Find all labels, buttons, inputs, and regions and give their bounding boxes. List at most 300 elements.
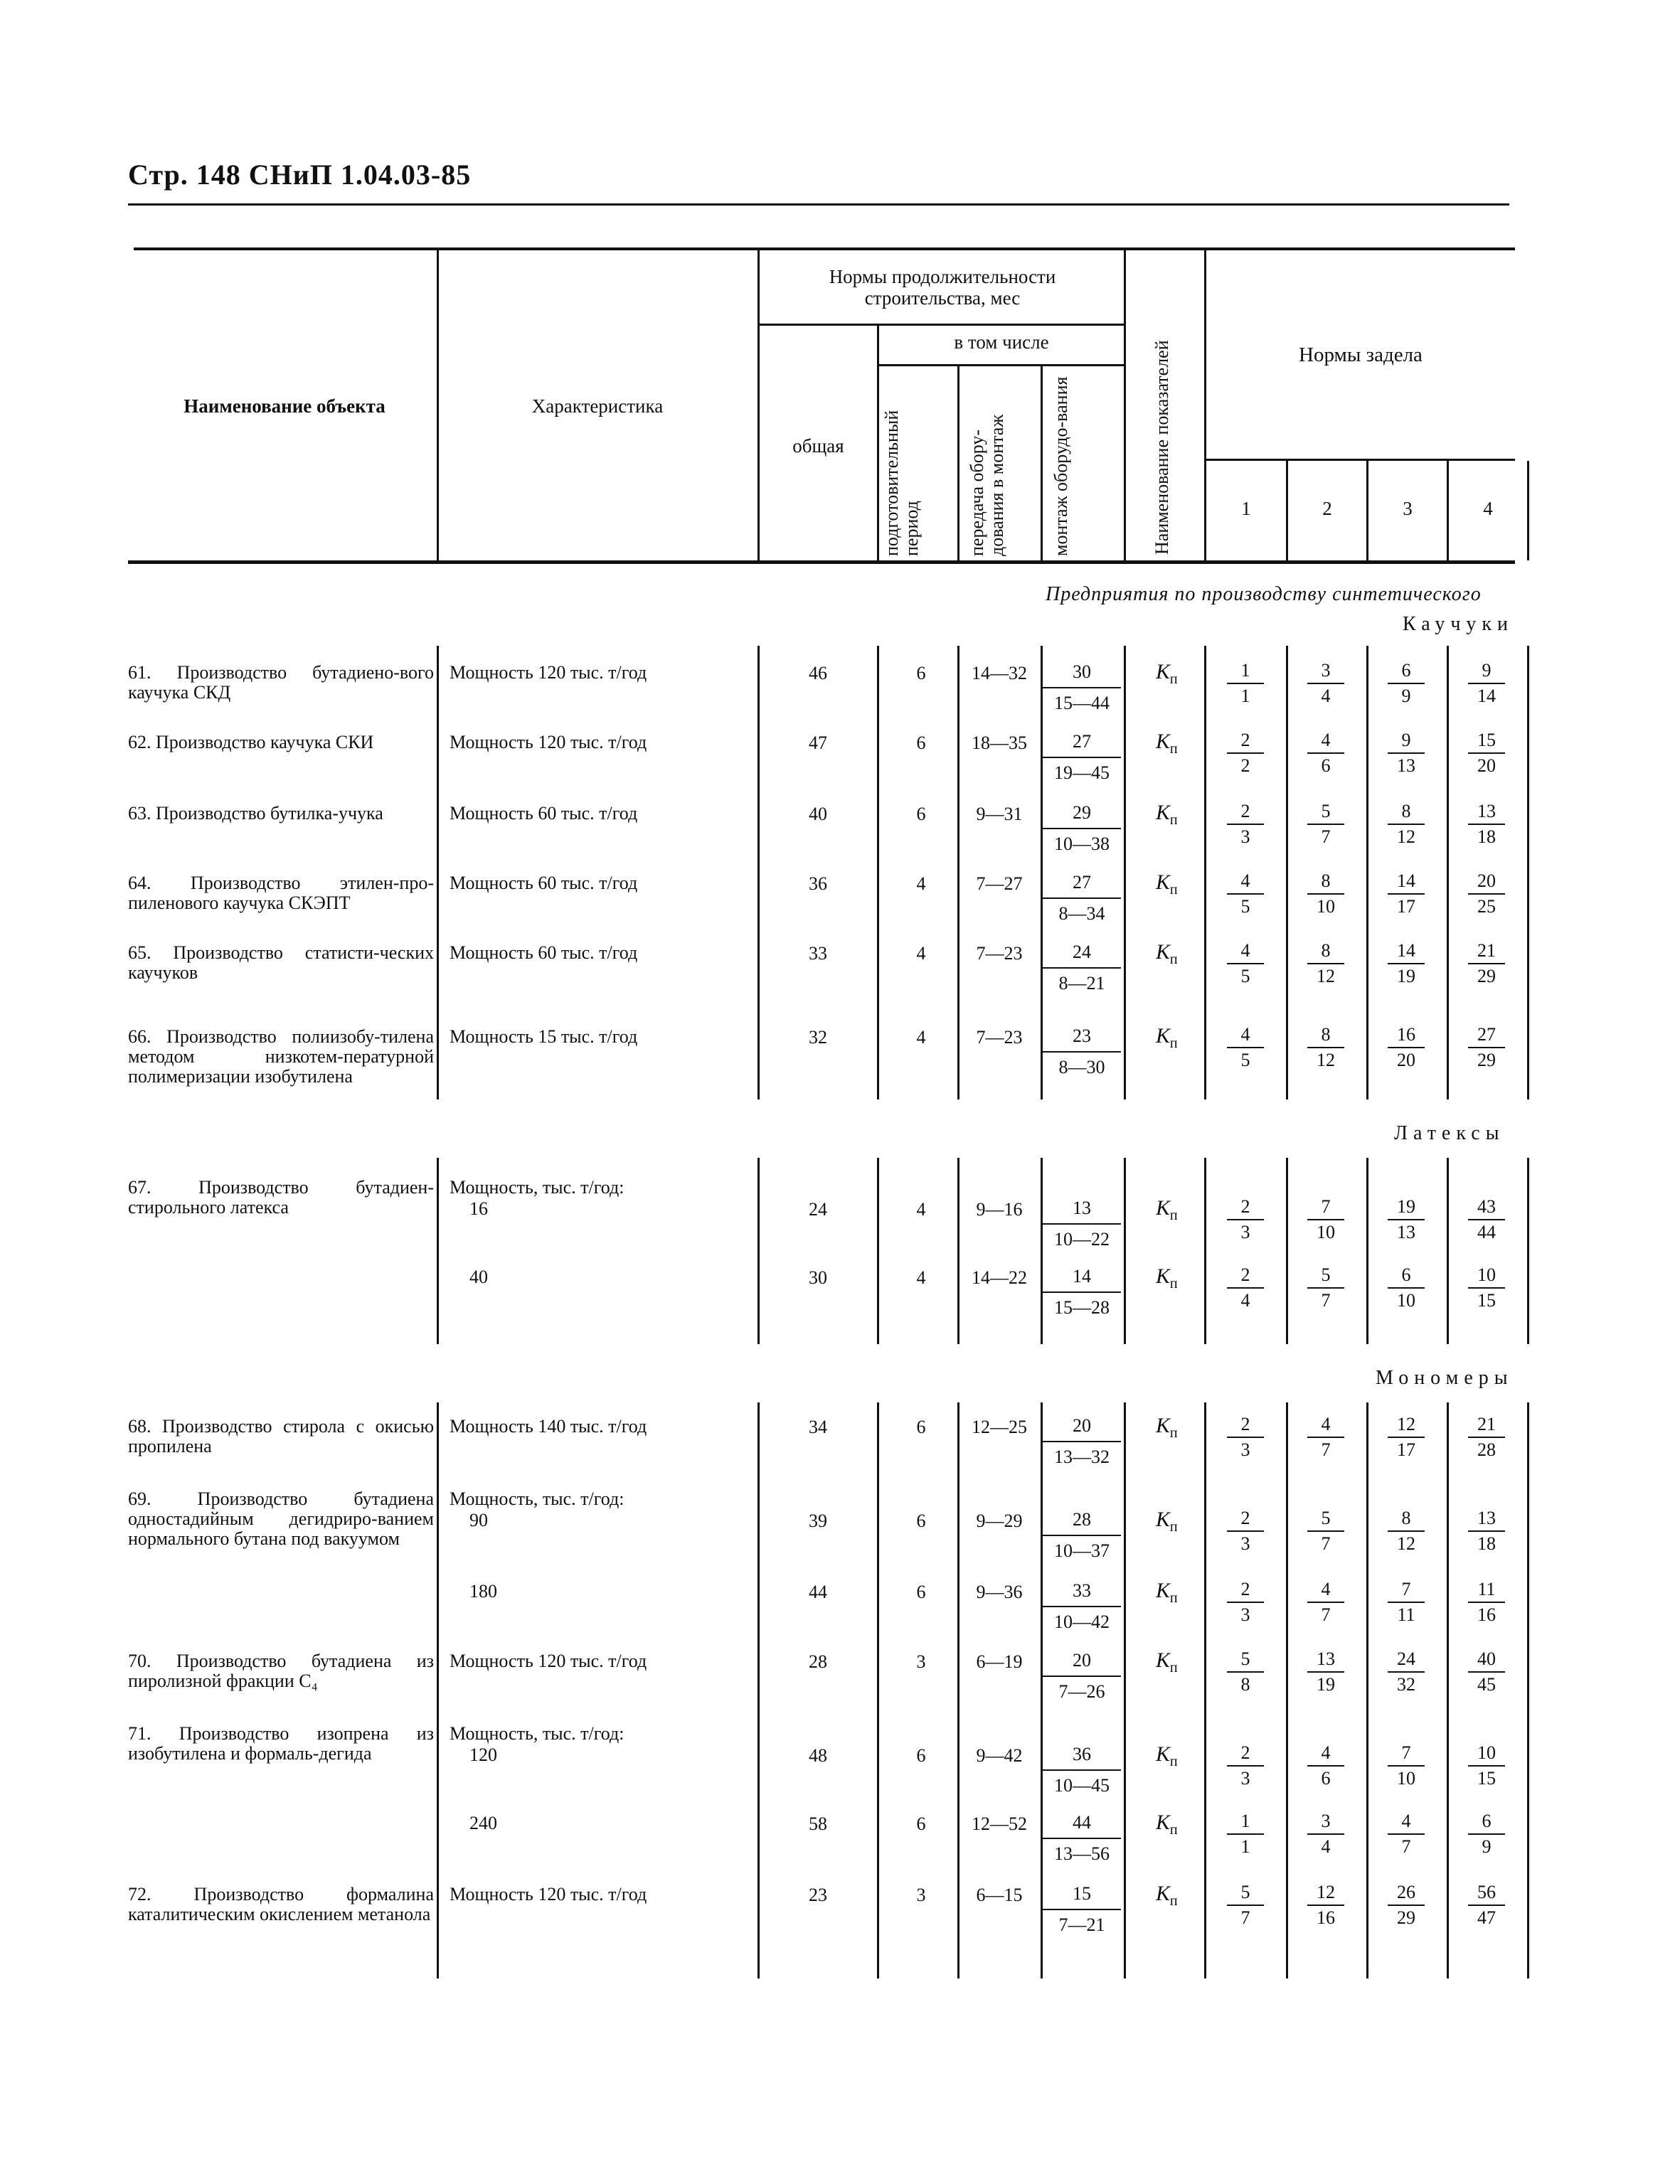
backlog-denominator: 29: [1388, 1905, 1425, 1930]
indicator-sub: п: [1169, 1893, 1178, 1909]
backlog-numerator: 8: [1401, 801, 1411, 821]
backlog-denominator: 6: [1307, 1765, 1344, 1791]
install-value: 24: [1043, 937, 1121, 969]
equipment-install: [1043, 1021, 1121, 1082]
indicator-kp: [1156, 870, 1178, 898]
indicator-sub: п: [1169, 1276, 1178, 1291]
backlog-value-4: [1458, 1809, 1515, 1859]
install-value: 30: [1043, 657, 1121, 688]
col-header-char: Характеристика: [531, 395, 664, 417]
install-value: 13: [1043, 1193, 1121, 1225]
backlog-value-4: [1458, 1647, 1515, 1697]
backlog-value-1: [1217, 1506, 1274, 1556]
backlog-denominator: 10: [1307, 1219, 1344, 1245]
column-divider: [1366, 1402, 1368, 1978]
backlog-value-2: [1297, 1263, 1354, 1313]
backlog-numerator: 7: [1401, 1742, 1411, 1763]
total-duration: 44: [809, 1582, 827, 1602]
object-name: 67. Производство бутадиен-стирольного латекса: [128, 1177, 434, 1218]
backlog-col-1: 1: [1241, 498, 1251, 519]
indicator-sub: п: [1169, 882, 1178, 897]
section-monomers: Мономеры: [1376, 1367, 1514, 1389]
header-divider: [1206, 459, 1515, 461]
backlog-numerator: 8: [1321, 1024, 1331, 1045]
backlog-numerator: 2: [1240, 801, 1250, 821]
backlog-value-4: [1458, 1506, 1515, 1556]
indicator-kp: [1156, 1648, 1178, 1676]
backlog-denominator: 7: [1307, 824, 1344, 849]
column-divider: [437, 1402, 439, 1978]
equipment-transfer: 14—32: [972, 663, 1027, 683]
install-range: 8—34: [1058, 903, 1105, 924]
install-range: 19—45: [1054, 762, 1110, 783]
indicator-kp: [1156, 1196, 1178, 1224]
backlog-value-3: [1378, 1023, 1435, 1072]
object-name: 65. Производство статисти-ческих каучуков: [128, 942, 434, 983]
backlog-numerator: 20: [1477, 870, 1496, 891]
install-value: 27: [1043, 727, 1121, 758]
equipment-install: [1043, 1740, 1121, 1801]
backlog-value-4: [1458, 659, 1515, 708]
column-divider: [877, 646, 879, 1099]
total-duration: 32: [809, 1027, 827, 1048]
total-duration: 24: [809, 1199, 827, 1220]
backlog-numerator: 6: [1482, 1811, 1492, 1831]
capacity-value: 16: [469, 1198, 488, 1219]
total-duration: 23: [809, 1885, 827, 1905]
characteristic: Мощность 120 тыс. т/год: [450, 662, 647, 683]
install-value: 33: [1043, 1576, 1121, 1607]
backlog-value-1: [1217, 1809, 1274, 1859]
total-duration: 58: [809, 1813, 827, 1834]
object-name: 62. Производство каучука СКИ: [128, 732, 374, 752]
backlog-numerator: 8: [1321, 870, 1331, 891]
install-range: 10—42: [1054, 1612, 1110, 1632]
backlog-denominator: 28: [1468, 1437, 1505, 1462]
backlog-value-3: [1378, 1647, 1435, 1697]
characteristic: Мощность, тыс. т/год:: [450, 1488, 624, 1509]
backlog-denominator: 3: [1227, 1437, 1264, 1462]
indicator-kp: [1156, 1024, 1178, 1052]
column-divider: [1124, 1158, 1126, 1344]
indicator-k: К: [1156, 1742, 1170, 1766]
section-enterprises: Предприятия по производству синтетического: [1046, 583, 1482, 605]
backlog-denominator: 7: [1227, 1905, 1264, 1930]
backlog-numerator: 1: [1240, 1811, 1250, 1831]
install-range: 7—21: [1058, 1914, 1105, 1935]
indicator-sub: п: [1169, 1822, 1178, 1838]
backlog-value-1: [1217, 939, 1274, 989]
backlog-value-3: [1378, 1809, 1435, 1859]
total-duration: 46: [809, 663, 827, 683]
backlog-value-3: [1378, 1741, 1435, 1791]
indicator-k: К: [1156, 1024, 1170, 1048]
prep-period: 6: [916, 733, 926, 753]
backlog-numerator: 4: [1240, 940, 1250, 961]
total-duration: 28: [809, 1651, 827, 1672]
backlog-numerator: 13: [1317, 1648, 1335, 1669]
backlog-numerator: 4: [1401, 1811, 1411, 1831]
backlog-value-4: [1458, 1263, 1515, 1313]
equipment-transfer: 9—42: [976, 1745, 1023, 1766]
backlog-denominator: 12: [1388, 1530, 1425, 1556]
backlog-value-2: [1297, 939, 1354, 989]
header-rule: [128, 203, 1509, 206]
equipment-install: [1043, 1646, 1121, 1707]
backlog-denominator: 6: [1307, 752, 1344, 778]
backlog-denominator: 25: [1468, 893, 1505, 919]
backlog-numerator: 11: [1477, 1579, 1496, 1599]
indicator-k: К: [1156, 1579, 1170, 1602]
backlog-denominator: 7: [1307, 1437, 1344, 1462]
total-duration: 47: [809, 733, 827, 753]
header-divider: [757, 250, 760, 560]
backlog-numerator: 10: [1477, 1264, 1496, 1285]
equipment-install: [1043, 1193, 1121, 1255]
backlog-numerator: 5: [1240, 1882, 1250, 1902]
equipment-transfer: 9—31: [976, 804, 1023, 824]
indicator-kp: [1156, 1882, 1178, 1909]
backlog-value-3: [1378, 1577, 1435, 1627]
column-divider: [877, 1158, 879, 1344]
backlog-denominator: 15: [1468, 1765, 1505, 1791]
prep-period: 4: [916, 1027, 926, 1048]
backlog-denominator: 10: [1307, 893, 1344, 919]
backlog-numerator: 3: [1321, 1811, 1331, 1831]
header-divider: [877, 326, 879, 560]
backlog-denominator: 18: [1468, 1530, 1505, 1556]
backlog-denominator: 10: [1388, 1765, 1425, 1791]
column-divider: [1286, 646, 1288, 1099]
backlog-denominator: 19: [1388, 963, 1425, 989]
backlog-denominator: 13: [1388, 1219, 1425, 1245]
backlog-value-3: [1378, 1263, 1435, 1313]
col-header-transfer: передача обору-дования в монтаж: [967, 414, 1007, 556]
backlog-numerator: 2: [1240, 1414, 1250, 1434]
indicator-k: К: [1156, 801, 1170, 824]
install-range: 8—21: [1058, 973, 1105, 994]
col-header-including: в том числе: [954, 331, 1049, 353]
install-value: 14: [1043, 1262, 1121, 1293]
backlog-value-2: [1297, 1577, 1354, 1627]
install-range: 10—45: [1054, 1775, 1110, 1796]
total-duration: 34: [809, 1417, 827, 1437]
backlog-value-2: [1297, 869, 1354, 919]
capacity-value: 120: [469, 1744, 497, 1765]
equipment-transfer: 12—25: [972, 1417, 1027, 1437]
col-header-norms-duration: Нормы продолжительности строительства, мес: [829, 266, 1056, 309]
indicator-kp: [1156, 1264, 1178, 1292]
table-header-bottom-rule: [128, 560, 1515, 564]
column-divider: [1366, 646, 1368, 1099]
column-divider: [957, 646, 959, 1099]
col-header-install: монтаж оборудо-вания: [1051, 376, 1071, 556]
header-divider: [879, 364, 1124, 366]
column-divider: [957, 1158, 959, 1344]
backlog-numerator: 2: [1240, 1508, 1250, 1528]
backlog-value-1: [1217, 659, 1274, 708]
backlog-numerator: 40: [1477, 1648, 1496, 1669]
backlog-numerator: 1: [1240, 660, 1250, 681]
backlog-numerator: 7: [1401, 1579, 1411, 1599]
backlog-numerator: 12: [1397, 1414, 1415, 1434]
backlog-denominator: 15: [1468, 1287, 1505, 1313]
backlog-value-3: [1378, 728, 1435, 778]
backlog-denominator: 20: [1388, 1047, 1425, 1072]
backlog-denominator: 5: [1227, 963, 1264, 989]
column-divider: [437, 1158, 439, 1344]
backlog-numerator: 4: [1240, 870, 1250, 891]
indicator-kp: [1156, 1414, 1178, 1442]
indicator-sub: п: [1169, 952, 1178, 967]
backlog-numerator: 8: [1321, 940, 1331, 961]
characteristic: Мощность 120 тыс. т/год: [450, 732, 647, 752]
backlog-value-3: [1378, 799, 1435, 849]
backlog-denominator: 3: [1227, 1530, 1264, 1556]
backlog-numerator: 2: [1240, 1196, 1250, 1217]
indicator-sub: п: [1169, 1590, 1178, 1606]
page-title: Стр. 148 СНиП 1.04.03-85: [128, 159, 472, 191]
backlog-denominator: 4: [1227, 1287, 1264, 1313]
col-header-prep: подготовительный период: [881, 410, 922, 556]
header-divider: [1124, 250, 1126, 560]
header-divider: [1041, 366, 1043, 560]
column-divider: [1286, 1402, 1288, 1978]
backlog-numerator: 26: [1397, 1882, 1415, 1902]
backlog-value-2: [1297, 1647, 1354, 1697]
backlog-numerator: 15: [1477, 730, 1496, 750]
equipment-install: [1043, 657, 1121, 718]
prep-period: 4: [916, 943, 926, 964]
backlog-denominator: 9: [1388, 683, 1425, 708]
backlog-denominator: 3: [1227, 824, 1264, 849]
indicator-sub: п: [1169, 1754, 1178, 1769]
backlog-numerator: 8: [1401, 1508, 1411, 1528]
backlog-value-1: [1217, 1647, 1274, 1697]
backlog-numerator: 13: [1477, 801, 1496, 821]
prep-period: 6: [916, 1745, 926, 1766]
backlog-numerator: 2: [1240, 1264, 1250, 1285]
backlog-value-1: [1217, 728, 1274, 778]
backlog-numerator: 4: [1321, 1414, 1331, 1434]
indicator-k: К: [1156, 660, 1170, 683]
column-divider: [1124, 646, 1126, 1099]
backlog-value-2: [1297, 799, 1354, 849]
indicator-k: К: [1156, 1264, 1170, 1288]
backlog-numerator: 7: [1321, 1196, 1331, 1217]
col-header-backlog: Нормы задела: [1299, 343, 1423, 366]
characteristic: Мощность 140 тыс. т/год: [450, 1416, 647, 1437]
backlog-value-2: [1297, 659, 1354, 708]
backlog-value-2: [1297, 1412, 1354, 1462]
column-divider: [1204, 1158, 1206, 1344]
equipment-transfer: 9—36: [976, 1582, 1023, 1602]
indicator-k: К: [1156, 1882, 1170, 1905]
install-value: 20: [1043, 1646, 1121, 1677]
install-range: 10—37: [1054, 1540, 1110, 1561]
backlog-numerator: 5: [1240, 1648, 1250, 1669]
backlog-value-1: [1217, 1195, 1274, 1245]
prep-period: 6: [916, 1813, 926, 1834]
backlog-value-2: [1297, 1023, 1354, 1072]
indicator-kp: [1156, 660, 1178, 688]
total-duration: 36: [809, 873, 827, 894]
characteristic: Мощность 60 тыс. т/год: [450, 873, 638, 893]
capacity-value: 90: [469, 1510, 488, 1530]
characteristic: Мощность 60 тыс. т/год: [450, 942, 638, 963]
backlog-denominator: 9: [1468, 1833, 1505, 1859]
indicator-kp: [1156, 801, 1178, 829]
backlog-denominator: 11: [1388, 1602, 1425, 1627]
backlog-denominator: 29: [1468, 963, 1505, 989]
total-duration: 48: [809, 1745, 827, 1766]
indicator-sub: п: [1169, 1425, 1178, 1441]
backlog-numerator: 6: [1401, 1264, 1411, 1285]
install-value: 36: [1043, 1740, 1121, 1771]
column-divider: [437, 646, 439, 1099]
equipment-transfer: 18—35: [972, 733, 1027, 753]
backlog-numerator: 5: [1321, 801, 1331, 821]
indicator-sub: п: [1169, 1519, 1178, 1535]
backlog-denominator: 10: [1388, 1287, 1425, 1313]
backlog-numerator: 4: [1240, 1024, 1250, 1045]
backlog-value-1: [1217, 799, 1274, 849]
backlog-numerator: 21: [1477, 1414, 1496, 1434]
indicator-k: К: [1156, 870, 1170, 894]
backlog-denominator: 5: [1227, 893, 1264, 919]
install-range: 8—30: [1058, 1057, 1105, 1077]
install-range: 13—32: [1054, 1447, 1110, 1467]
indicator-sub: п: [1169, 1660, 1178, 1676]
prep-period: 6: [916, 1511, 926, 1531]
prep-period: 3: [916, 1651, 926, 1672]
equipment-transfer: 12—52: [972, 1813, 1027, 1834]
prep-period: 6: [916, 1417, 926, 1437]
col-header-indicator: Наименование показателей: [1152, 340, 1172, 555]
install-value: 27: [1043, 868, 1121, 899]
indicator-sub: п: [1169, 741, 1178, 757]
backlog-denominator: 45: [1468, 1671, 1505, 1697]
install-range: 10—38: [1054, 833, 1110, 854]
equipment-install: [1043, 1808, 1121, 1869]
backlog-value-3: [1378, 939, 1435, 989]
column-divider: [1204, 646, 1206, 1099]
backlog-denominator: 5: [1227, 1047, 1264, 1072]
backlog-denominator: 7: [1307, 1602, 1344, 1627]
backlog-denominator: 16: [1307, 1905, 1344, 1930]
backlog-denominator: 29: [1468, 1047, 1505, 1072]
backlog-numerator: 4: [1321, 730, 1331, 750]
column-divider: [1527, 646, 1529, 1099]
equipment-transfer: 6—15: [976, 1885, 1023, 1905]
equipment-install: [1043, 1262, 1121, 1323]
backlog-denominator: 32: [1388, 1671, 1425, 1697]
backlog-denominator: 44: [1468, 1219, 1505, 1245]
indicator-kp: [1156, 940, 1178, 968]
column-divider: [1366, 1158, 1368, 1344]
column-divider: [1527, 1158, 1529, 1344]
equipment-transfer: 6—19: [976, 1651, 1023, 1672]
object-name: 64. Производство этилен-про-пиленового каучука СКЭПТ: [128, 873, 434, 913]
col-header-total: общая: [792, 435, 844, 457]
backlog-denominator: 1: [1227, 683, 1264, 708]
backlog-value-4: [1458, 1412, 1515, 1462]
backlog-value-4: [1458, 869, 1515, 919]
total-duration: 40: [809, 804, 827, 824]
backlog-value-2: [1297, 728, 1354, 778]
col-header-name: Наименование объекта: [184, 395, 386, 417]
header-divider: [760, 324, 1124, 326]
backlog-numerator: 27: [1477, 1024, 1496, 1045]
install-range: 10—22: [1054, 1229, 1110, 1250]
backlog-value-2: [1297, 1741, 1354, 1791]
table-top-rule: [134, 247, 1515, 250]
backlog-value-2: [1297, 1809, 1354, 1859]
total-duration: 39: [809, 1511, 827, 1531]
backlog-value-4: [1458, 1741, 1515, 1791]
backlog-numerator: 4: [1321, 1579, 1331, 1599]
backlog-denominator: 2: [1227, 752, 1264, 778]
indicator-k: К: [1156, 1196, 1170, 1220]
backlog-value-3: [1378, 1506, 1435, 1556]
object-name: 61. Производство бутадиено-вого каучука СКД: [128, 662, 434, 703]
backlog-numerator: 6: [1401, 660, 1411, 681]
backlog-denominator: 3: [1227, 1765, 1264, 1791]
equipment-transfer: 7—23: [976, 943, 1023, 964]
backlog-numerator: 13: [1477, 1508, 1496, 1528]
install-range: 15—44: [1054, 693, 1110, 713]
backlog-value-3: [1378, 1412, 1435, 1462]
backlog-denominator: 47: [1468, 1905, 1505, 1930]
backlog-numerator: 2: [1240, 1579, 1250, 1599]
header-divider: [437, 250, 439, 560]
object-name: 66. Производство полиизобу-тилена методом низкотем-пературной полимеризации изобутилена: [128, 1026, 434, 1087]
install-value: 28: [1043, 1505, 1121, 1536]
characteristic: Мощность 60 тыс. т/год: [450, 803, 638, 824]
prep-period: 6: [916, 804, 926, 824]
backlog-value-4: [1458, 728, 1515, 778]
equipment-transfer: 14—22: [972, 1267, 1027, 1288]
backlog-denominator: 13: [1388, 752, 1425, 778]
backlog-value-4: [1458, 799, 1515, 849]
backlog-denominator: 12: [1307, 963, 1344, 989]
indicator-sub: п: [1169, 1035, 1178, 1051]
equipment-install: [1043, 1576, 1121, 1637]
backlog-denominator: 19: [1307, 1671, 1344, 1697]
column-divider: [1286, 1158, 1288, 1344]
backlog-value-3: [1378, 1880, 1435, 1930]
indicator-kp: [1156, 730, 1178, 757]
indicator-k: К: [1156, 730, 1170, 753]
backlog-numerator: 4: [1321, 1742, 1331, 1763]
equipment-install: [1043, 868, 1121, 929]
backlog-value-4: [1458, 1195, 1515, 1245]
prep-period: 4: [916, 873, 926, 894]
equipment-transfer: 9—29: [976, 1511, 1023, 1531]
section-rubbers: Каучуки: [1403, 613, 1514, 635]
backlog-value-3: [1378, 869, 1435, 919]
object-name: 71. Производство изопрена из изобутилена и формаль-дегида: [128, 1723, 434, 1764]
indicator-k: К: [1156, 1414, 1170, 1437]
backlog-col-3: 3: [1403, 498, 1413, 519]
capacity-value: 40: [469, 1267, 488, 1287]
section-latexes: Латексы: [1394, 1122, 1505, 1144]
install-range: 7—26: [1058, 1681, 1105, 1702]
equipment-transfer: 7—27: [976, 873, 1023, 894]
characteristic: Мощность 120 тыс. т/год: [450, 1651, 647, 1671]
column-divider: [957, 1402, 959, 1978]
install-range: 15—28: [1054, 1297, 1110, 1318]
